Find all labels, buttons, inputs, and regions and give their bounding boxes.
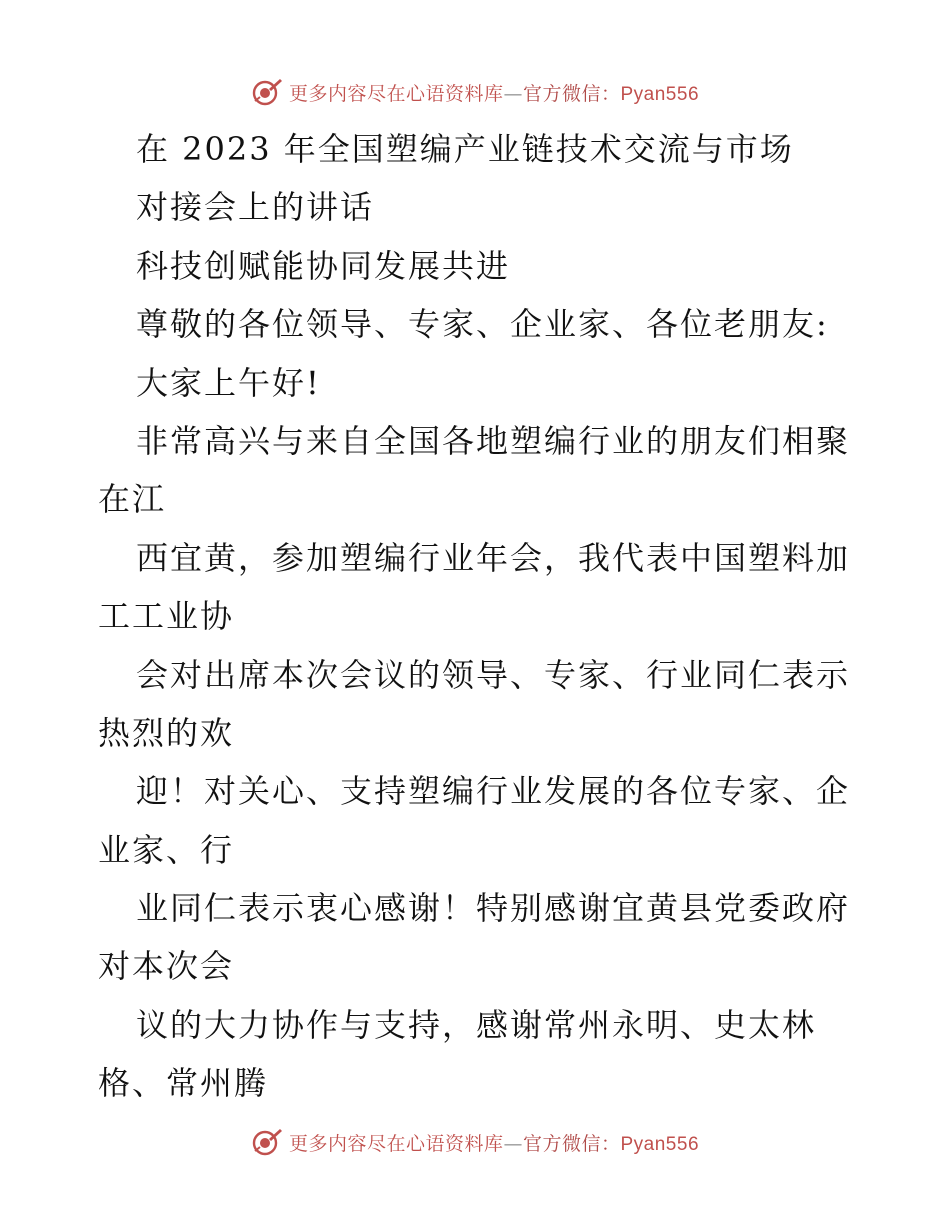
pen-circle-icon: [251, 1126, 283, 1158]
paragraph-line: 热烈的欢: [98, 713, 235, 752]
document-subtitle: 科技创赋能协同发展共进: [136, 246, 511, 285]
paragraph-line: 西宜黄，参加塑编行业年会，我代表中国塑料加: [136, 538, 851, 577]
paragraph-line: 业家、行: [98, 830, 235, 869]
paragraph-line: 在江: [98, 480, 167, 519]
paragraph-line: 尊敬的各位领导、专家、企业家、各位老朋友:: [136, 305, 829, 344]
footer-banner-content: [251, 1126, 699, 1158]
pen-circle-icon: [251, 76, 283, 108]
footer-banner: [0, 1122, 950, 1162]
header-separator: —: [503, 82, 523, 105]
header-wechat-id: Pyan556: [620, 83, 700, 105]
paragraph-line: 工工业协: [98, 597, 235, 636]
paragraph-line: 迎！对关心、支持塑编行业发展的各位专家、企: [136, 772, 851, 811]
header-wechat-label: 官方微信：: [522, 82, 621, 105]
footer-banner-text: [289, 1129, 699, 1156]
document-title-line-2: 对接会上的讲话: [136, 188, 375, 227]
paragraph-line: 大家上午好!: [136, 363, 321, 402]
header-banner-text: [289, 79, 699, 106]
paragraph-line: 会对出席本次会议的领导、专家、行业同仁表示: [136, 655, 851, 694]
paragraph-line: 议的大力协作与支持，感谢常州永明、史太林: [136, 1005, 817, 1044]
footer-wechat-label: 官方微信：: [522, 1132, 621, 1155]
footer-separator: —: [503, 1132, 523, 1155]
paragraph-line: 非常高兴与来自全国各地塑编行业的朋友们相聚: [136, 421, 851, 460]
paragraph-line: 对本次会: [98, 947, 235, 986]
header-banner: [0, 72, 950, 112]
document-body: [98, 120, 858, 1113]
document-title-line-1: 在 2023 年全国塑编产业链技术交流与市场: [136, 130, 794, 168]
paragraph-line: 格、常州腾: [98, 1064, 269, 1103]
paragraph-line: 业同仁表示衷心感谢！特别感谢宜黄县党委政府: [136, 889, 851, 928]
header-banner-content: [251, 76, 699, 108]
footer-promo-text: 更多内容尽在心语资料库: [288, 1132, 504, 1155]
footer-wechat-id: Pyan556: [620, 1133, 700, 1155]
header-promo-text: 更多内容尽在心语资料库: [288, 82, 504, 105]
